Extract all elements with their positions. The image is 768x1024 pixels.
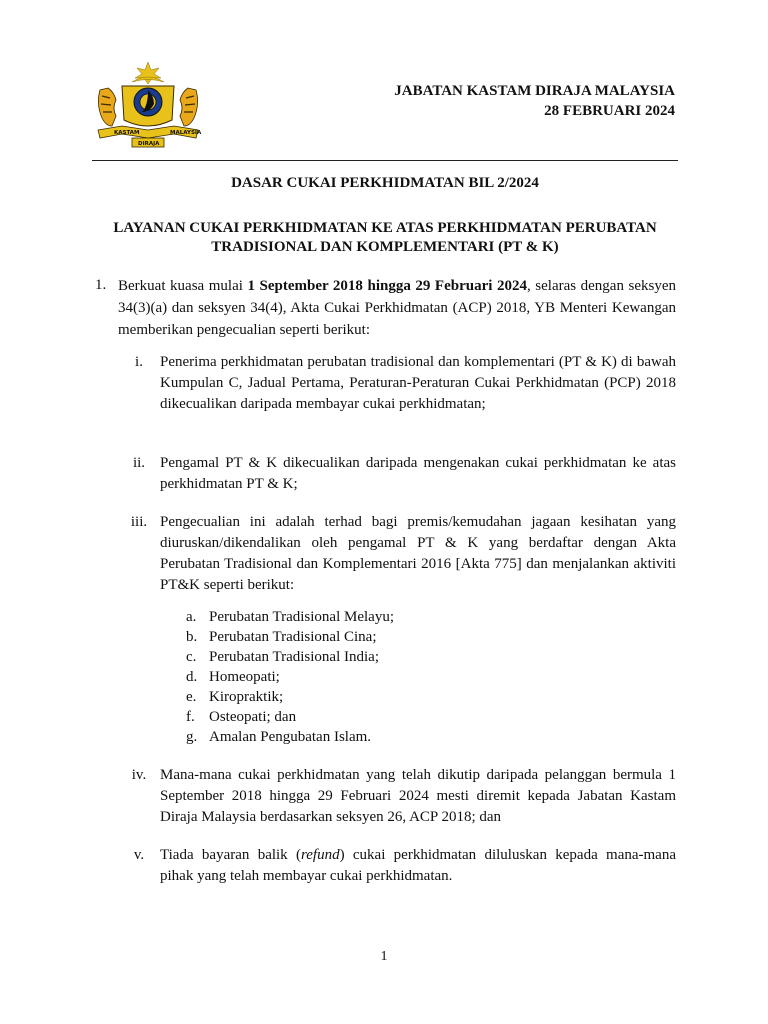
item-number: ii. [132, 455, 146, 471]
list-item: Perubatan Tradisional Cina; [209, 629, 377, 645]
list-item: Osteopati; dan [209, 709, 297, 725]
page-number: 1 [380, 949, 388, 964]
para1-body: , selaras dengan seksyen 34(3)(a) dan seksyen 34(4), Akta Cukai Perkhidmatan (ACP) 2018, YB Menteri Kewangan memberikan pengecualian seperti berikut: [118, 278, 677, 338]
header-divider [92, 160, 678, 161]
list-item-letter: d. [186, 669, 198, 685]
list-item: Homeopati; [209, 669, 280, 685]
list-item-letter: b. [186, 629, 198, 645]
item-number: iv. [131, 767, 147, 783]
document-date: 28 FEBRUARI 2024 [544, 103, 675, 119]
item-number: v. [133, 847, 145, 863]
svg-text:MALAYSIA: MALAYSIA [170, 130, 202, 136]
item-v-body: ) cukai perkhidmatan diluluskan kepada mana-mana pihak yang telah membayar cukai perkhidmatan. [160, 847, 676, 884]
subject-line-2: TRADISIONAL DAN KOMPLEMENTARI (PT & K) [211, 239, 559, 255]
agency-name: JABATAN KASTAM DIRAJA MALAYSIA [394, 83, 675, 99]
list-item: Perubatan Tradisional Melayu; [209, 609, 394, 625]
list-item-letter: e. [186, 689, 197, 705]
item-i-text: Penerima perkhidmatan perubatan tradisional dan komplementari (PT & K) di bawah Kumpulan C, Jadual Pertama, Peraturan-Peraturan Cukai Perkhidmatan (PCP) 2018 dikecualikan daripada membayar cukai perkhidmatan; [160, 354, 676, 412]
item-number: iii. [130, 514, 148, 530]
item-v-refund-term: refund [300, 847, 340, 863]
paragraph-1 [118, 275, 676, 341]
item-ii-text: Pengamal PT & K dikecualikan daripada mengenakan cukai perkhidmatan ke atas perkhidmatan PT & K; [160, 455, 676, 492]
item-number: i. [135, 354, 143, 370]
item-iv-text: Mana-mana cukai perkhidmatan yang telah dikutip daripada pelanggan bermula 1 September 2018 hingga 29 Februari 2024 mesti diremit kepada Jabatan Kastam Diraja Malaysia berdasarkan seksyen 26, ACP 2018; dan [160, 767, 676, 825]
list-item-letter: g. [186, 729, 198, 745]
svg-text:DIRAJA: DIRAJA [138, 141, 160, 147]
list-item: Perubatan Tradisional India; [209, 649, 379, 665]
paragraph-number: 1. [95, 277, 107, 293]
jkdm-crest-logo [92, 60, 204, 150]
item-v-text [160, 845, 676, 887]
subject-line-1: LAYANAN CUKAI PERKHIDMATAN KE ATAS PERKHIDMATAN PERUBATAN [113, 220, 657, 236]
item-v-intro: Tiada bayaran balik ( [160, 847, 301, 863]
list-item: Kiropraktik; [209, 689, 284, 705]
list-item-letter: a. [186, 609, 197, 625]
para1-effective-period: 1 September 2018 hingga 29 Februari 2024 [247, 278, 527, 294]
list-item-letter: c. [186, 649, 197, 665]
item-iii-text: Pengecualian ini adalah terhad bagi premis/kemudahan jagaan kesihatan yang diuruskan/dikendalikan oleh pengamal PT & K yang berdaftar dengan Akta Perubatan Tradisional dan Komplementari 2016 [Akta 775] dan menjalankan aktiviti PT&K seperti berikut: [160, 514, 676, 593]
svg-text:KASTAM: KASTAM [114, 130, 140, 136]
policy-title: DASAR CUKAI PERKHIDMATAN BIL 2/2024 [231, 175, 539, 191]
list-item: Amalan Pengubatan Islam. [209, 729, 372, 745]
list-item-letter: f. [186, 709, 195, 725]
para1-intro: Berkuat kuasa mulai [118, 278, 248, 294]
